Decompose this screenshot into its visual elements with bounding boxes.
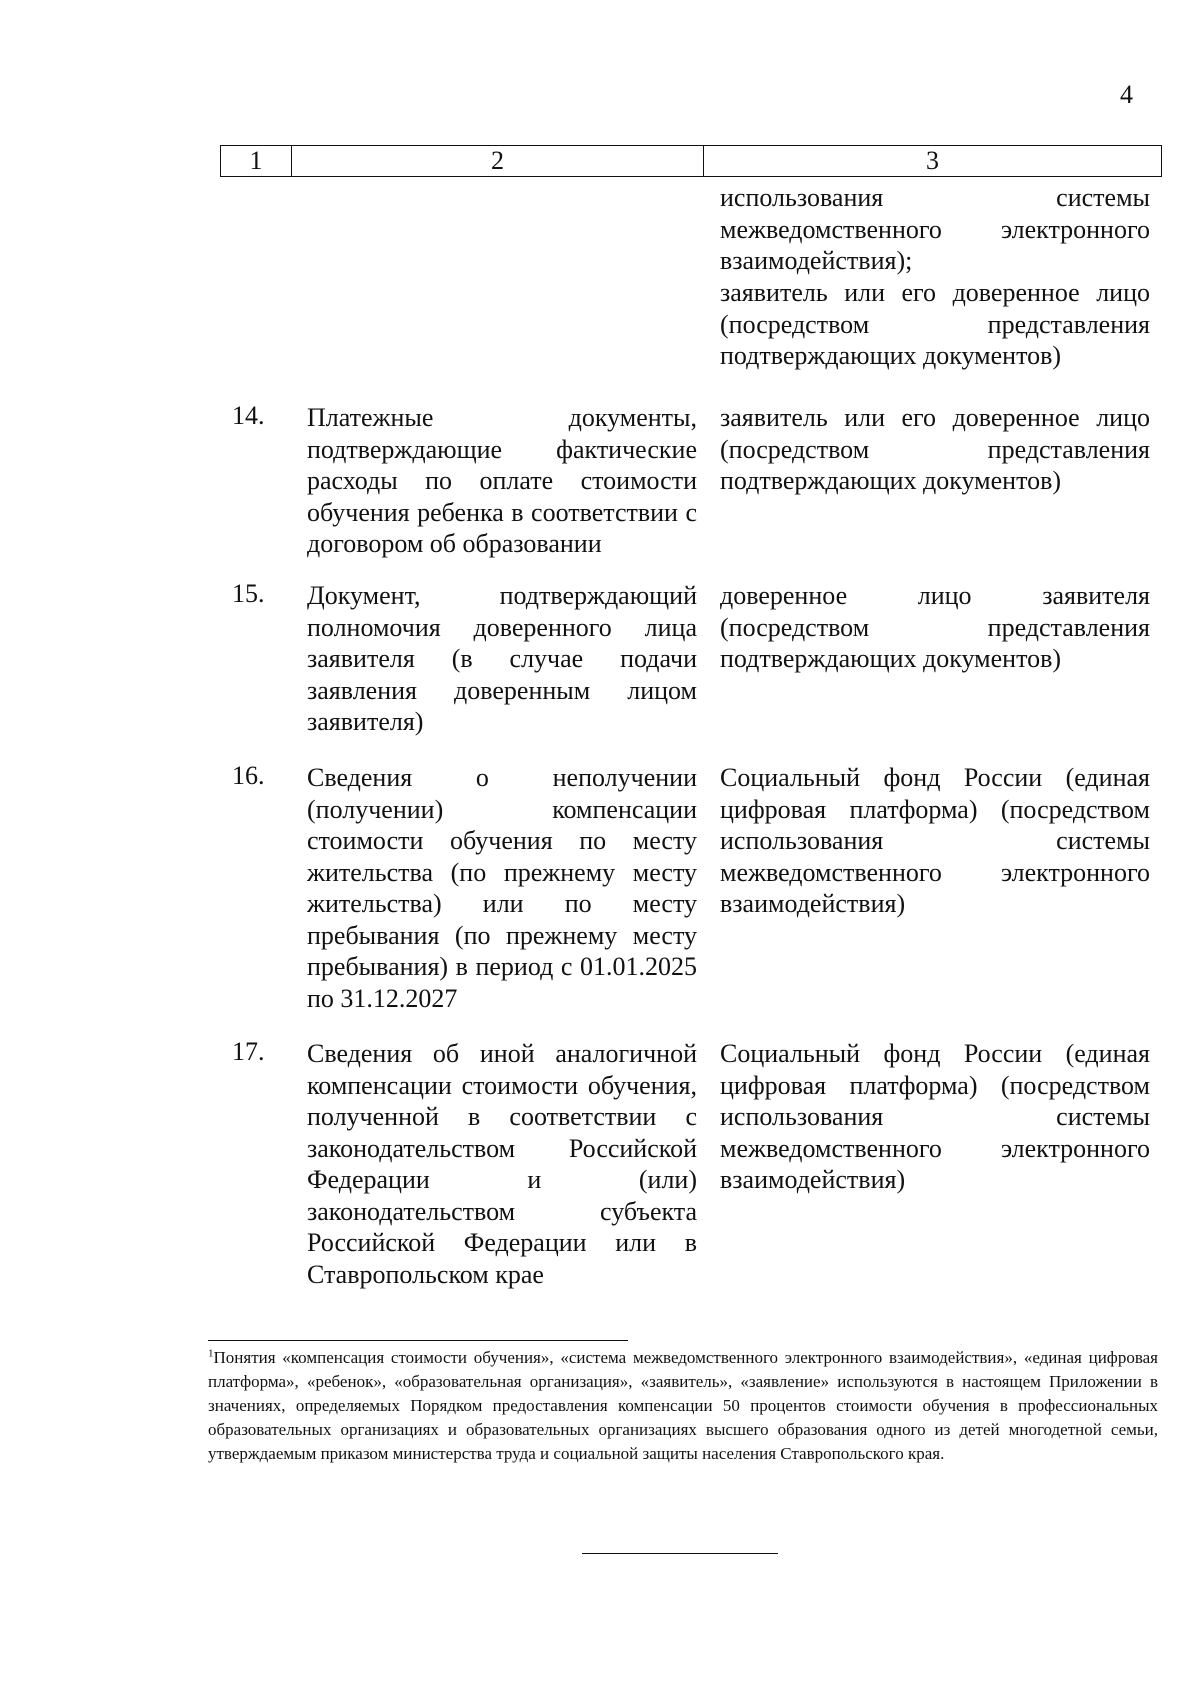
row-source: доверенное лицо заявителя (посредством представления подтверждающих документов) <box>720 581 1150 673</box>
column-header-2: 2 <box>291 146 703 176</box>
column-header-3: 3 <box>703 146 1161 176</box>
row-number: 15. <box>232 579 265 608</box>
row-source: заявитель или его доверенное лицо (посредством представления подтверждающих документов) <box>720 403 1150 495</box>
row-document: Документ, подтверждающий полномочия доверенного лица заявителя (в случае подачи заявления доверенным лицом заявителя) <box>307 581 697 736</box>
footnote-text: Понятия «компенсация стоимости обучения», «система межведомственного электронного взаимодействия», «единая цифровая платформа», «ребенок», «образовательная организация», «заявитель», «заявление» используются в настоящем Приложении в значениях, определяемых Порядком предоставления компенсации 50 процентов стоимости обучения в профессиональных образовательных организациях и образовательных организациях высшего образования одного из детей многодетной семьи, утверждаемым приказом министерства труда и социальной защиты населения Ставропольского края. <box>208 1348 1158 1463</box>
footnote <box>208 1346 1158 1466</box>
row-number: 14. <box>232 401 265 430</box>
row-document: Платежные документы, подтверждающие фактические расходы по оплате стоимости обучения ребенка в соответствии с договором об образовании <box>307 403 697 558</box>
column-header-1: 1 <box>249 146 263 175</box>
row-number: 17. <box>232 1037 265 1066</box>
continuation-source-extra: заявитель или его доверенное лицо (посредством представления подтверждающих документов) <box>720 278 1150 370</box>
footnote-divider <box>208 1340 628 1341</box>
row-number: 16. <box>232 761 265 790</box>
table-header <box>220 145 1162 177</box>
row-source: Социальный фонд России (единая цифровая платформа) (посредством использования системы межведомственного электронного взаимодействия) <box>720 1039 1150 1194</box>
row-document: Сведения о неполучении (получении) компенсации стоимости обучения по месту жительства (по прежнему месту жительства) или по месту пребывания (по прежнему месту пребывания) в период с 01.01.2025 по 31.12.2027 <box>307 763 697 1013</box>
end-of-document-line <box>582 1553 778 1554</box>
page-number: 4 <box>1120 80 1133 109</box>
continuation-source: использования системы межведомственного электронного взаимодействия); <box>720 183 1150 275</box>
row-source: Социальный фонд России (единая цифровая платформа) (посредством использования системы межведомственного электронного взаимодействия) <box>720 763 1150 918</box>
footnote-marker: 1 <box>208 1347 214 1360</box>
row-document: Сведения об иной аналогичной компенсации стоимости обучения, полученной в соответствии с законодательством Российской Федерации и (или) законодательством субъекта Российской Федерации или в Ставропольском крае <box>307 1039 697 1289</box>
